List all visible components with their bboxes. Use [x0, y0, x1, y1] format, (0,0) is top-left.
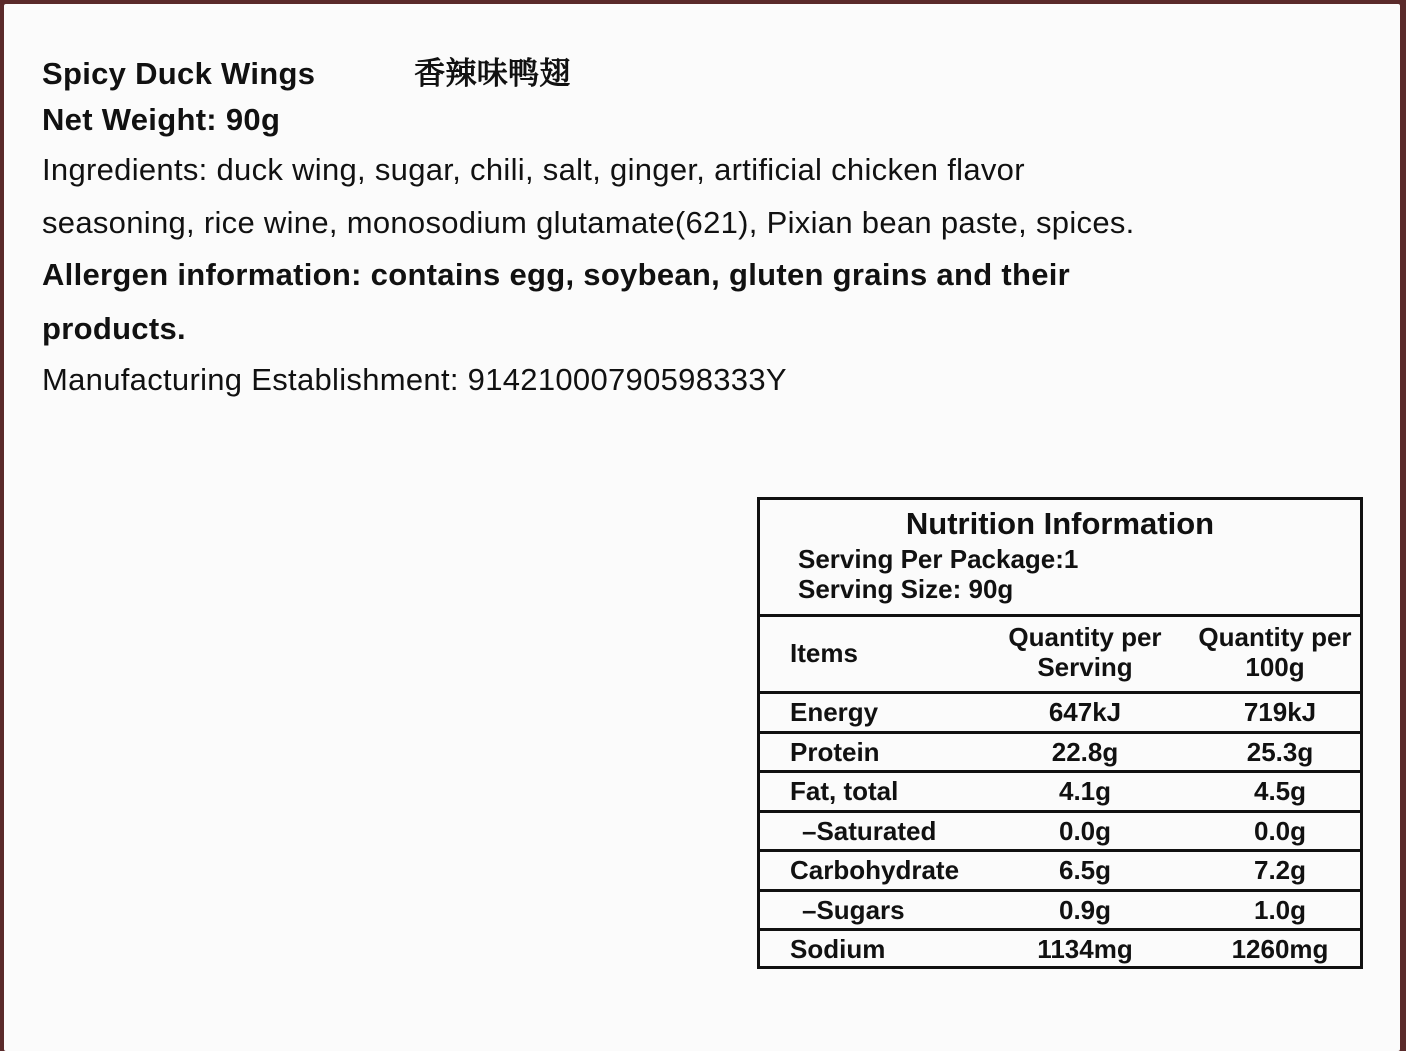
table-row: [760, 773, 1360, 813]
manufacturing-establishment: Manufacturing Establishment: 91421000790598333Y: [42, 362, 787, 397]
serving-size: Serving Size: 90g: [798, 574, 1014, 604]
cell-serving: 22.8g: [1051, 736, 1119, 767]
cell-serving: 4.1g: [1058, 776, 1112, 806]
cell-per100: 1260mg: [1231, 934, 1329, 964]
ingredients-line-2: seasoning, rice wine, monosodium glutamate(621), Pixian bean paste, spices.: [42, 205, 1135, 240]
nutrition-header: [760, 500, 1360, 617]
table-row: [760, 813, 1360, 853]
column-headers: [760, 614, 1360, 694]
product-title: [42, 48, 571, 93]
cell-serving: 647kJ: [1048, 697, 1122, 727]
table-row: [760, 852, 1360, 892]
net-weight-value: 90g: [225, 102, 281, 137]
cell-per100: 4.5g: [1253, 776, 1307, 806]
cell-per100: 25.3g: [1246, 736, 1314, 767]
cell-item: Energy: [790, 697, 879, 727]
table-row: [760, 734, 1360, 774]
cell-per100: 1.0g: [1253, 894, 1307, 925]
ingredients-line-1: Ingredients: duck wing, sugar, chili, salt, ginger, artificial chicken flavor: [42, 152, 1025, 187]
cell-serving: 0.9g: [1058, 894, 1112, 925]
allergen-line-1: Allergen information: contains egg, soybean, gluten grains and their: [42, 257, 1071, 292]
nutrition-table: [757, 497, 1363, 969]
table-row: [760, 694, 1360, 734]
allergen-line-2: products.: [42, 311, 186, 346]
title-cn: 香辣味鸭翅: [414, 56, 571, 91]
cell-item: Sodium: [790, 934, 886, 964]
header-per-100g: Quantity per 100g: [1198, 622, 1352, 682]
cell-serving: 1134mg: [1037, 934, 1133, 964]
title-en: Spicy Duck Wings: [42, 56, 316, 91]
net-weight-label: Net Weight:: [42, 102, 217, 137]
cell-serving: 6.5g: [1058, 855, 1112, 885]
cell-item: Fat, total: [790, 776, 899, 806]
cell-serving: 0.0g: [1058, 815, 1112, 846]
cell-per100: 7.2g: [1253, 855, 1307, 885]
cell-per100: 719kJ: [1243, 697, 1317, 727]
cell-item: Carbohydrate: [790, 855, 960, 885]
net-weight: [42, 102, 280, 138]
serving-per-package: Serving Per Package:1: [798, 544, 1079, 574]
cell-item: Protein: [790, 736, 880, 767]
header-items: Items: [790, 638, 858, 668]
nutrition-title: Nutrition Information: [905, 506, 1215, 541]
header-per-serving: Quantity per Serving: [1008, 622, 1162, 682]
cell-item: –Saturated: [802, 815, 937, 846]
table-row: [760, 931, 1360, 968]
cell-per100: 0.0g: [1253, 815, 1307, 846]
cell-item: –Sugars: [802, 894, 905, 925]
table-row: [760, 892, 1360, 932]
